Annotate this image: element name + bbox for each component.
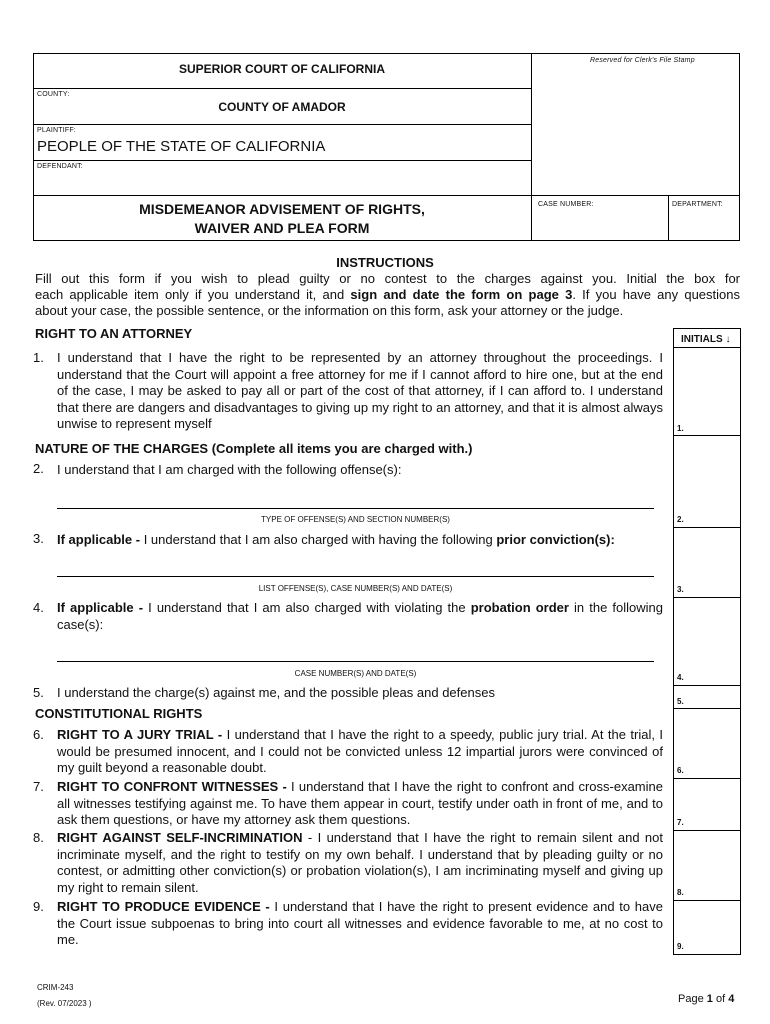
initials-box-2[interactable] — [674, 436, 740, 526]
department-label: DEPARTMENT: — [672, 201, 723, 208]
county-label: COUNTY: — [37, 91, 70, 98]
initials-num-3: 3. — [677, 585, 684, 594]
case-number-field[interactable] — [536, 212, 664, 238]
instructions-heading: INSTRUCTIONS — [336, 255, 434, 270]
initials-box-1[interactable] — [674, 348, 740, 434]
clerk-stamp-label: Reserved for Clerk's File Stamp — [590, 57, 695, 64]
page-word: Page — [678, 993, 704, 1005]
form-title — [33, 200, 531, 238]
item-4-emphasis: probation order — [470, 600, 569, 615]
initials-label — [681, 334, 730, 345]
offense-input[interactable] — [57, 490, 654, 507]
item-3-emphasis: prior conviction(s): — [496, 532, 615, 547]
offense-caption: TYPE OF OFFENSE(S) AND SECTION NUMBER(S) — [261, 515, 450, 524]
form-title-line-2: WAIVER AND PLEA FORM — [194, 220, 370, 236]
instructions-line-2c: . If you have any questions — [572, 287, 740, 302]
initials-box-8[interactable] — [674, 831, 740, 899]
county-name: COUNTY OF AMADOR — [218, 100, 346, 114]
item-3-lead: If applicable - — [57, 532, 141, 547]
section-heading-attorney: RIGHT TO AN ATTORNEY — [35, 326, 193, 341]
instructions-emphasis: sign and date the form on page 3 — [350, 287, 573, 302]
item-5-text: I understand the charge(s) against me, and the possible pleas and defenses — [57, 685, 495, 700]
item-number: 4. — [33, 600, 44, 615]
item-number: 7. — [33, 779, 44, 794]
initials-num-6: 6. — [677, 766, 684, 775]
initials-num-7: 7. — [677, 818, 684, 827]
item-number: 2. — [33, 461, 44, 476]
item-3-body: I understand that I am also charged with having the following — [140, 532, 497, 547]
instructions-line-3: about your case, the possible sentence, or the information on this form, ask your attorney or the judge. — [35, 303, 624, 318]
initials-box-7[interactable] — [674, 779, 740, 829]
form-revision: (Rev. 07/2023 ) — [37, 999, 92, 1008]
item-8-body: - I understand that I have the right to remain silent and not incriminate myself, and the right to testify on my own behalf. I understand that by pleading guilty or no contest, or admitting other conviction(s) or probation violation(s), I am incriminating myself and giving up my right to remain silent. — [57, 830, 663, 895]
prior-convictions-input[interactable] — [57, 558, 654, 575]
arrow-down-icon: ↓ — [725, 334, 731, 345]
probation-cases-caption: CASE NUMBER(S) AND DATE(S) — [294, 669, 417, 678]
initials-box-6[interactable] — [674, 709, 740, 777]
department-field[interactable] — [672, 212, 736, 238]
item-9-lead: RIGHT TO PRODUCE EVIDENCE - — [57, 899, 270, 914]
divider — [33, 195, 740, 196]
item-8-lead: RIGHT AGAINST SELF-INCRIMINATION — [57, 830, 303, 845]
form-id: CRIM-243 — [37, 983, 74, 992]
initials-label-text: INITIALS — [681, 334, 723, 345]
item-number: 6. — [33, 727, 44, 742]
item-number: 3. — [33, 531, 44, 546]
divider — [33, 88, 531, 89]
page-of: of — [715, 993, 726, 1005]
page-total: 4 — [728, 993, 735, 1005]
item-number: 8. — [33, 830, 44, 845]
item-4-text — [57, 600, 663, 633]
item-number: 1. — [33, 350, 44, 365]
instructions-line-2 — [35, 287, 740, 303]
initials-box-9[interactable] — [674, 901, 740, 954]
initials-num-1: 1. — [677, 424, 684, 433]
initials-num-4: 4. — [677, 673, 684, 682]
item-number: 5. — [33, 685, 44, 700]
initials-num-8: 8. — [677, 888, 684, 897]
item-8-text — [57, 830, 663, 896]
probation-cases-line — [57, 661, 654, 662]
defendant-field[interactable] — [40, 172, 526, 192]
section-heading-charges: NATURE OF THE CHARGES (Complete all items you are charged with.) — [35, 441, 473, 456]
instructions-line-2a: each applicable item only if you understand it, and — [35, 287, 351, 302]
prior-convictions-caption: LIST OFFENSE(S), CASE NUMBER(S) AND DATE(S) — [258, 584, 453, 593]
plaintiff-name: PEOPLE OF THE STATE OF CALIFORNIA — [37, 138, 326, 155]
initials-num-2: 2. — [677, 515, 684, 524]
divider — [668, 195, 669, 241]
initials-box-5[interactable] — [674, 686, 740, 707]
instructions-text — [35, 271, 740, 319]
probation-cases-input[interactable] — [57, 643, 654, 660]
initials-num-5: 5. — [677, 697, 684, 706]
header-divider — [531, 53, 532, 241]
defendant-label: DEFENDANT: — [37, 163, 83, 170]
initials-box-4[interactable] — [674, 598, 740, 684]
initials-num-9: 9. — [677, 942, 684, 951]
offense-line — [57, 508, 654, 509]
instructions-line-1: Fill out this form if you wish to plead guilty or no contest to the charges against you. Initial the box for — [35, 271, 740, 286]
item-6-body: I understand that I have the right to a speedy, public jury trial. At the trial, I would be presumed innocent, and I could not be convicted unless 12 impartial jurors were convinced of my guilt beyond a reasonable doubt. — [57, 727, 663, 775]
prior-convictions-line — [57, 576, 654, 577]
item-7-body: I understand that I have the right to confront and cross-examine all witnesses testifying against me. To have them appear in court, testify under oath in front of me, and to ask them questions, or have my attorney ask them questions. — [57, 779, 663, 827]
section-heading-constitutional: CONSTITUTIONAL RIGHTS — [35, 706, 203, 721]
page-number: 1 — [706, 993, 713, 1005]
item-4-tail: in the following case(s): — [57, 600, 663, 632]
item-6-lead: RIGHT TO A JURY TRIAL - — [57, 727, 223, 742]
item-number: 9. — [33, 899, 44, 914]
divider — [33, 160, 531, 161]
item-4-body: I understand that I am also charged with violating the — [143, 600, 471, 615]
initials-box-3[interactable] — [674, 528, 740, 596]
item-1-text: I understand that I have the right to be represented by an attorney throughout the proceedings. I understand that the Court will appoint a free attorney for me if I cannot afford to hire one, but at the end of the case, I may be asked to pay all or part of the cost of that attorney, if I can afford to. I understand that there are dangers and disadvantages to giving up my right to an attorney, and that it is almost always unwise to represent myself — [57, 350, 663, 431]
item-3-text — [57, 532, 663, 549]
item-6-text — [57, 727, 663, 777]
item-7-lead: RIGHT TO CONFRONT WITNESSES - — [57, 779, 287, 794]
court-name: SUPERIOR COURT OF CALIFORNIA — [179, 62, 385, 76]
item-7-text — [57, 779, 663, 829]
form-title-line-1: MISDEMEANOR ADVISEMENT OF RIGHTS, — [139, 201, 425, 217]
plaintiff-label: PLAINTIFF: — [37, 127, 76, 134]
item-9-text — [57, 899, 663, 949]
item-4-lead: If applicable - — [57, 600, 144, 615]
case-number-label: CASE NUMBER: — [538, 201, 594, 208]
divider — [33, 124, 531, 125]
item-2-text: I understand that I am charged with the following offense(s): — [57, 462, 402, 477]
page-indicator — [678, 993, 734, 1005]
item-9-body: I understand that I have the right to present evidence and to have the Court issue subpoenas to bring into court all witnesses and evidence favorable to me, at no cost to me. — [57, 899, 663, 947]
